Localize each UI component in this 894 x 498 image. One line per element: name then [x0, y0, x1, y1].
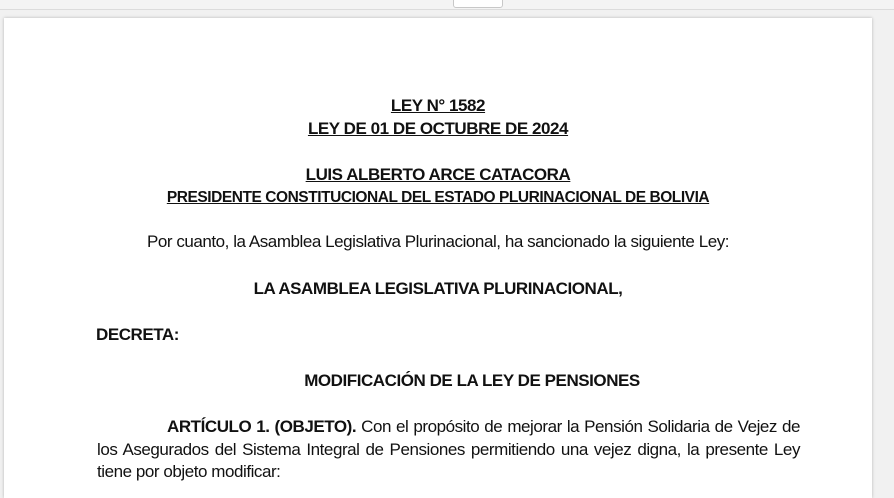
law-title: MODIFICACIÓN DE LA LEY DE PENSIONES	[304, 371, 640, 390]
law-date: LEY DE 01 DE OCTUBRE DE 2024	[307, 119, 569, 138]
horizontal-scrollbar-thumb[interactable]	[453, 0, 503, 8]
viewer-toolbar	[0, 0, 894, 10]
document-page	[4, 18, 872, 498]
article-1-paragraph	[97, 416, 800, 484]
preamble: Por cuanto, la Asamblea Legislativa Plurinacional, ha sancionado la siguiente Ley:	[146, 232, 730, 251]
president-title: PRESIDENTE CONSTITUCIONAL DEL ESTADO PLURINACIONAL DE BOLIVIA	[166, 189, 710, 206]
article-1-text: Con el propósito de mejorar la Pensión Solidaria de Vejez de los Asegurados del Sistema Integral de Pensiones permitiendo una vejez digna, la presente Ley tiene por objeto modificar:	[97, 417, 800, 481]
president-name: LUIS ALBERTO ARCE CATACORA	[305, 165, 571, 184]
article-1-heading: ARTÍCULO 1. (OBJETO).	[167, 417, 357, 436]
law-number: LEY N° 1582	[390, 96, 486, 115]
decreta-heading: DECRETA:	[96, 325, 179, 344]
assembly-heading: LA ASAMBLEA LEGISLATIVA PLURINACIONAL,	[253, 279, 623, 298]
